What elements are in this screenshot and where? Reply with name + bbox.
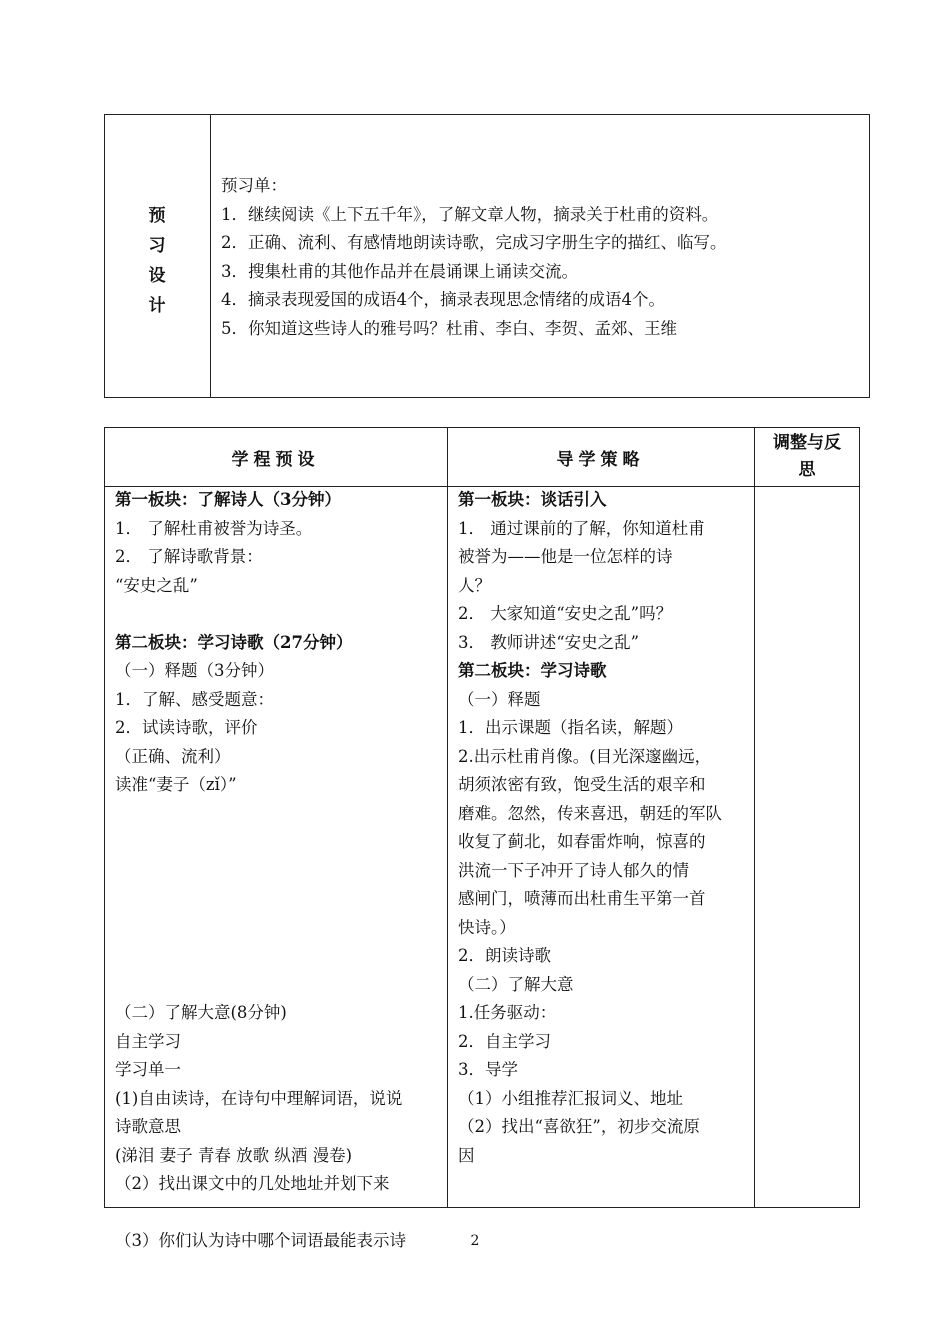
plan-line [115,828,406,857]
plan-line [115,600,406,629]
plan-line: 1.任务驱动： [458,1003,557,1022]
plan-line [115,914,406,943]
preview-divider [210,114,211,398]
plan-line: 2.出示杜甫肖像。(目光深邃幽远， [458,746,712,766]
side-char: 预 [148,206,166,226]
plan-line: 磨难。忽然，传来喜迅，朝廷的军队 [458,803,722,823]
plan-divider-2 [754,427,755,1208]
plan-column-strategy [458,486,722,1170]
plan-line: “安史之乱” [115,575,198,595]
plan-line [115,942,406,971]
plan-line: 2． 大家知道“安史之乱”吗？ [458,604,673,623]
plan-line [115,885,406,914]
plan-line: 第二板块：学习诗歌（27分钟） [115,632,353,652]
plan-line: 2．朗读诗歌 [458,946,551,965]
plan-line: 1． 了解杜甫被誉为诗圣。 [115,518,313,538]
plan-line: 被誉为——他是一位怎样的诗 [458,547,673,566]
plan-line: （2）找出课文中的几处地址并划下来 [115,1174,390,1193]
plan-line: 感闸门，喷薄而出杜甫生平第一首 [458,889,706,908]
plan-line: 2．试读诗歌，评价 [115,718,258,737]
plan-line: 收复了蓟北，如春雷炸响，惊喜的 [458,832,706,851]
plan-line: 2．自主学习 [458,1031,551,1051]
plan-line [115,971,406,1000]
plan-line: 第一板块：谈话引入 [458,490,607,509]
plan-line: （一）释题（3分钟） [115,661,274,680]
side-char: 设 [148,266,166,286]
plan-line: 1．出示课题（指名读，解题） [458,718,683,737]
plan-line: (1)自由读诗，在诗句中理解词语，说说 [115,1088,403,1108]
preview-line: 预习单： [221,176,287,195]
plan-line: （2）找出“喜欲狂”，初步交流原 [458,1117,700,1136]
side-char: 习 [148,236,166,256]
preview-content [221,172,727,343]
preview-line: 2．正确、流利、有感情地朗读诗歌，完成习字册生字的描红、临写。 [221,233,727,252]
plan-line [115,800,406,829]
plan-line [115,857,406,886]
plan-line: 诗歌意思 [115,1117,181,1136]
plan-line: （正确、流利） [115,746,231,766]
plan-line: 快诗。） [458,917,516,937]
plan-line: 1．了解、感受题意： [115,689,274,709]
page-number: 2 [470,1233,480,1249]
plan-line: 胡须浓密有致，饱受生活的艰辛和 [458,775,706,794]
plan-line: 2． 了解诗歌背景： [115,547,263,566]
preview-side-label [104,201,210,321]
plan-line: （3）你们认为诗中哪个词语最能表示诗 [115,1231,406,1250]
plan-line: (涕泪 妻子 青春 放歌 纵酒 漫卷) [115,1145,353,1165]
header-col1: 学程预设 [231,450,320,470]
plan-line: 3． 教师讲述“安史之乱” [458,632,640,652]
plan-line: 1． 通过课前的了解，你知道杜甫 [458,518,705,538]
plan-column-study [115,486,406,1256]
plan-line: 自主学习 [115,1031,181,1051]
plan-line: 3．导学 [458,1060,518,1079]
header-col3 [754,430,860,484]
plan-line: 人？ [458,575,491,595]
header-col2: 导学策略 [556,450,645,470]
plan-line: 第一板块：了解诗人（3分钟） [115,490,341,509]
plan-line: 读准“妻子（zǐ）” [115,775,237,794]
plan-line [115,1199,406,1228]
plan-line: （一）释题 [458,689,541,709]
plan-line: （1）小组推荐汇报词义、地址 [458,1088,683,1108]
plan-line: 学习单一 [115,1060,181,1079]
preview-line: 4．摘录表现爱国的成语4个，摘录表现思念情绪的成语4个。 [221,290,665,309]
preview-line: 1．继续阅读《上下五千年》，了解文章人物，摘录关于杜甫的资料。 [221,204,719,224]
side-char: 计 [148,296,166,316]
header-col3-line: 思 [798,460,816,480]
plan-line: 第二板块：学习诗歌 [458,661,607,680]
preview-line: 3．搜集杜甫的其他作品并在晨诵课上诵读交流。 [221,261,578,281]
plan-line: （二）了解大意 [458,974,574,994]
plan-line: 洪流一下子冲开了诗人郁久的情 [458,860,689,880]
header-col3-line: 调整与反 [773,433,841,453]
preview-line: 5．你知道这些诗人的雅号吗？杜甫、李白、李贺、孟郊、王维 [221,318,677,338]
plan-divider-1 [447,427,448,1208]
plan-line: （二）了解大意(8分钟) [115,1003,287,1022]
plan-line: 因 [458,1145,475,1165]
